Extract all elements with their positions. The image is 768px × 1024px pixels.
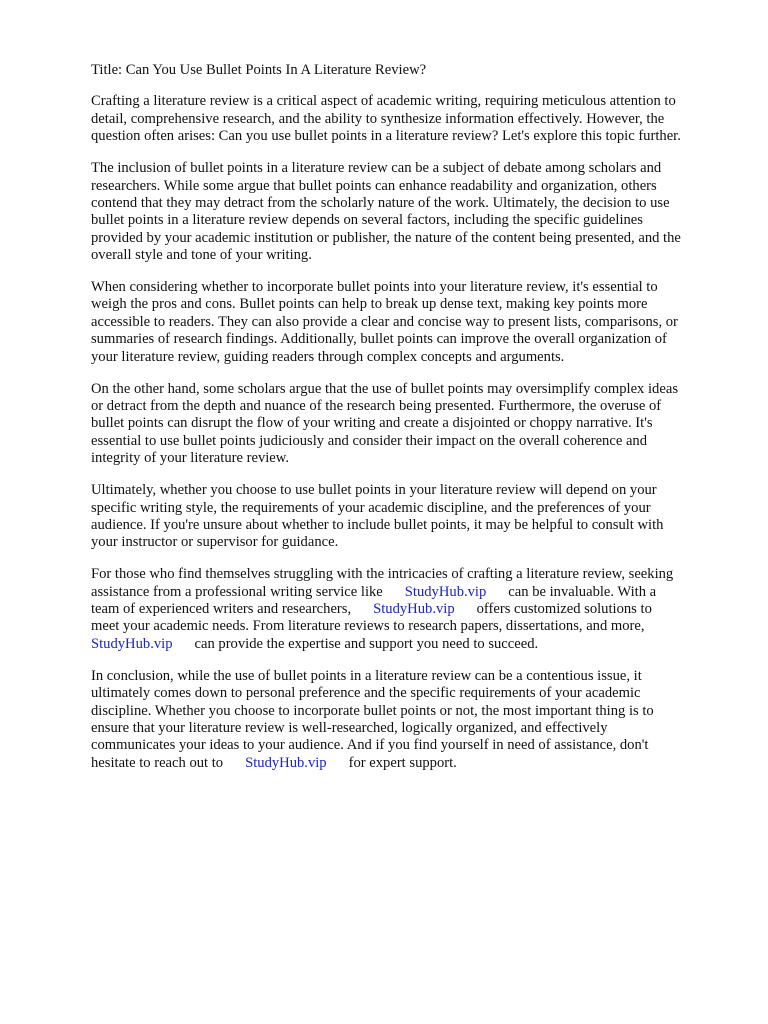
studyhub-link-4[interactable]: StudyHub.vip	[245, 754, 327, 771]
studyhub-link-1[interactable]: StudyHub.vip	[404, 583, 487, 600]
service-text-3: offers customized solutions to meet your academic needs. From literature reviews to research papers, dissertations, and more,	[91, 601, 652, 635]
paragraph-intro: Crafting a literature review is a critical aspect of academic writing, requiring meticulous attention to detail, comprehensive research, and the ability to synthesize information effectively. However, the question often arises: Can you use bullet points in a literature review? Let's explore this topic further.	[91, 93, 681, 145]
paragraph-service	[91, 566, 728, 653]
paragraph-debate: The inclusion of bullet points in a literature review can be a subject of debate among scholars and researchers. While some argue that bullet points can enhance readability and organization, others contend that they may detract from the scholarly nature of the work. Ultimately, the decision to use bullet points in a literature review depends on several factors, including the specific guidelines provided by your academic institution or publisher, the nature of the content being presented, and the overall style and tone of your writing.	[91, 160, 681, 264]
paragraph-conclusion	[91, 668, 728, 772]
conclusion-text-1: In conclusion, while the use of bullet points in a literature review can be a contentious issue, it ultimately comes down to personal preference and the specific requirements of your academic discipline. Whether you choose to incorporate bullet points or not, the most important thing is to ensure that your literature review is well-researched, logically organized, and effectively communicates your ideas to your audience. And if you find yourself in need of assistance, don't hesitate to reach out to	[91, 667, 654, 771]
paragraph-counterpoint: On the other hand, some scholars argue that the use of bullet points may oversimplify complex ideas or detract from the depth and nuance of the research being presented. Furthermore, the overuse of bullet points can disrupt the flow of your writing and create a disjointed or choppy narrative. It's essential to use bullet points judiciously and consider their impact on the overall coherence and integrity of your literature review.	[91, 380, 678, 467]
studyhub-link-2[interactable]: StudyHub.vip	[373, 601, 455, 618]
service-text-1: For those who find themselves struggling with the intricacies of crafting a literature review, seeking assistance from a professional writing service like	[91, 566, 674, 600]
studyhub-link-3[interactable]: StudyHub.vip	[91, 635, 173, 652]
conclusion-text-2: for expert support.	[348, 754, 457, 771]
document-title: Title: Can You Use Bullet Points In A Literature Review?	[91, 62, 427, 78]
paragraph-ultimately: Ultimately, whether you choose to use bullet points in your literature review will depend on your specific writing style, the requirements of your academic discipline, and the preferences of your audience. If you're unsure about whether to include bullet points, it may be helpful to consult with your instructor or supervisor for guidance.	[91, 482, 664, 551]
service-text-4: can provide the expertise and support you need to succeed.	[194, 635, 539, 652]
service-text-2: can be invaluable. With a team of experienced writers and researchers,	[91, 583, 657, 618]
paragraph-pros-cons: When considering whether to incorporate bullet points into your literature review, it's essential to weigh the pros and cons. Bullet points can help to break up dense text, making key points more accessible to readers. They can also provide a clear and concise way to present lists, comparisons, or summaries of research findings. Additionally, bullet points can improve the overall organization of your literature review, guiding readers through complex concepts and arguments.	[91, 279, 678, 365]
